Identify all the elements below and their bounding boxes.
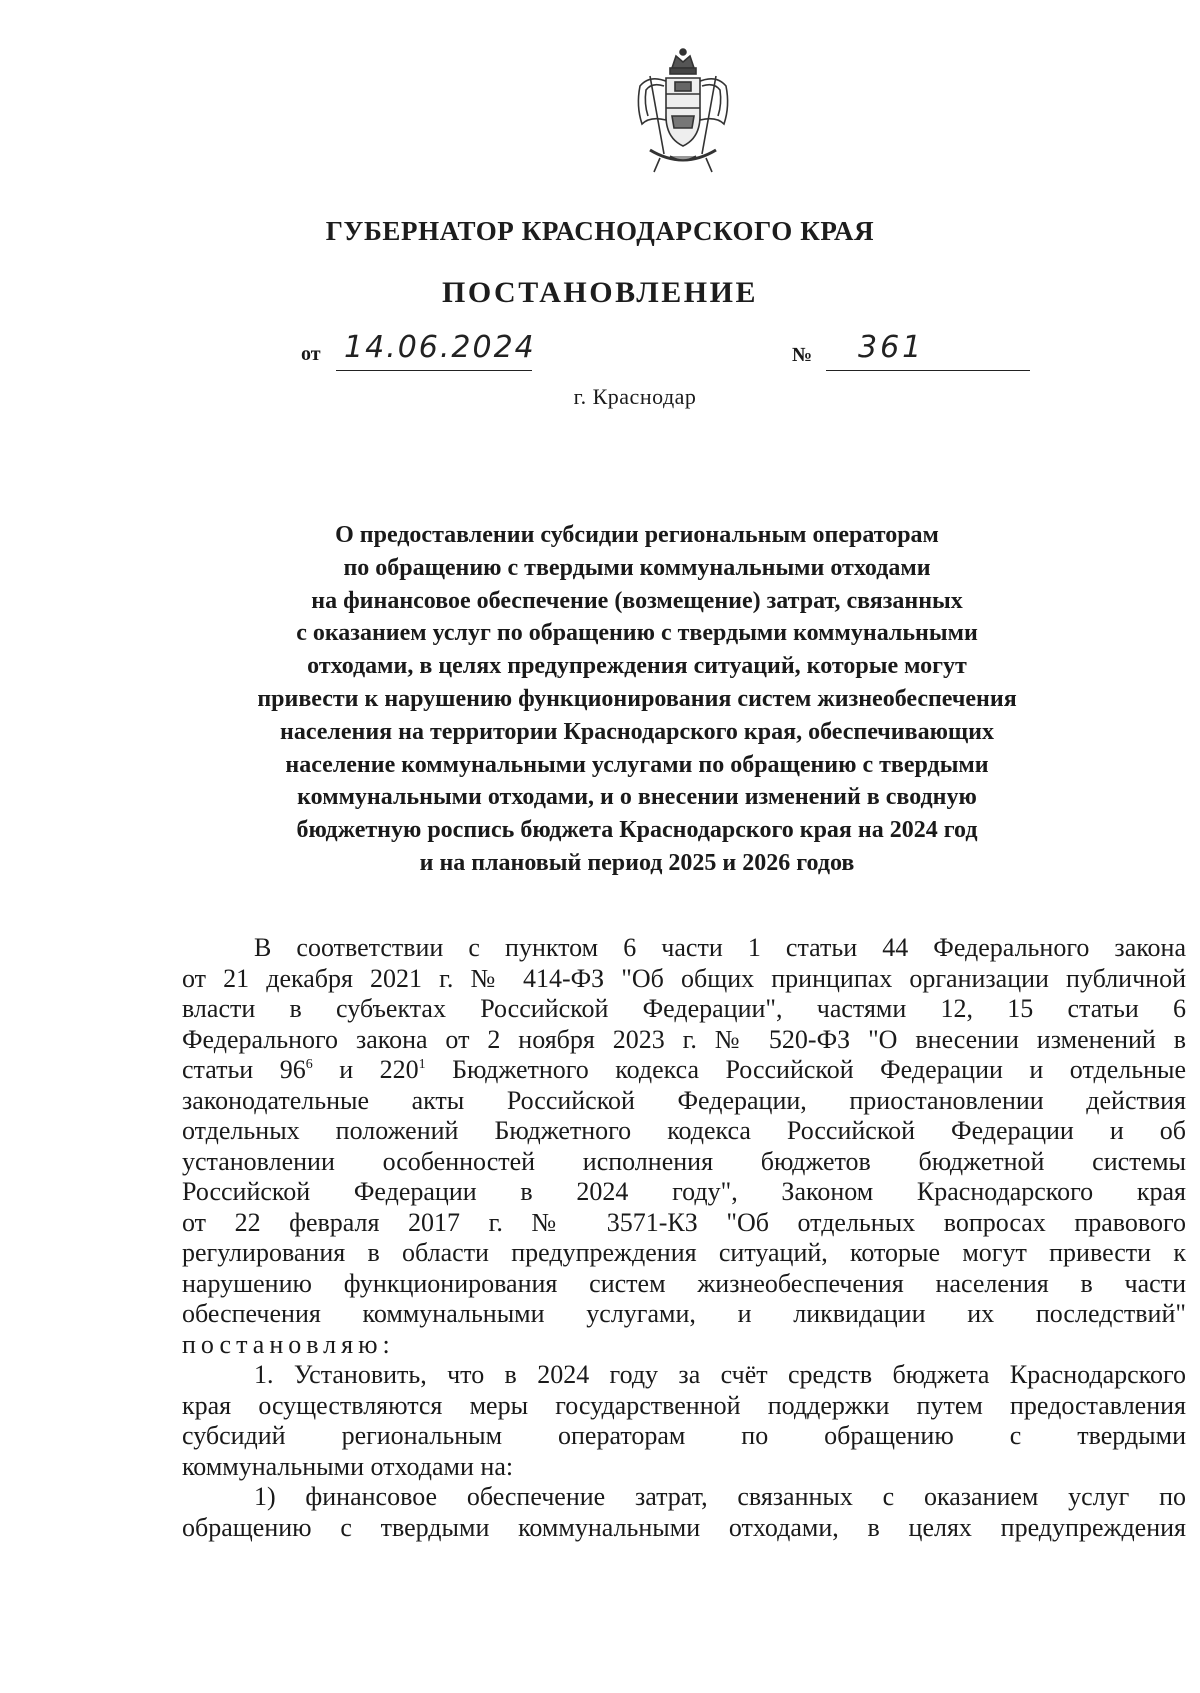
coat-of-arms-emblem [620,46,746,176]
body-line: Федерального закона от 2 ноября 2023 г. № 520-ФЗ "О внесении изменений в [182,1024,1186,1054]
body-line: края осуществляются меры государственной поддержки путем предоставления [182,1390,1186,1420]
title-line: и на плановый период 2025 и 2026 годов [419,849,855,876]
body-text: Бюджетного кодекса Российской Федерации и отдельные [425,1055,1186,1084]
body-line: от 22 февраля 2017 г. № 3571-КЗ "Об отдельных вопросах правового [182,1207,1186,1237]
title-line: на финансовое обеспечение (возмещение) затрат, связанных [311,587,963,614]
superscript: 1 [418,1057,426,1072]
title-line: бюджетную роспись бюджета Краснодарского края на 2024 год [296,817,978,844]
body-line: власти в субъектах Российской Федерации", частями 12, 15 статьи 6 [182,994,1186,1023]
decree-word: постановляю: [182,1329,395,1359]
body-line: 1) финансовое обеспечение затрат, связанных с оказанием услуг по [254,1482,1186,1511]
handwritten-date: 14.06.2024 [344,330,536,365]
document-body [182,933,1186,1543]
date-label: от [301,343,321,365]
document-type: ПОСТАНОВЛЕНИЕ [442,276,758,309]
handwritten-number: 361 [858,330,925,365]
title-line: отходами, в целях предупреждения ситуаций, которые могут [307,653,967,680]
body-line: 1. Установить, что в 2024 году за счёт средств бюджета Краснодарского [254,1360,1186,1389]
body-line: коммунальными отходами на: [182,1451,514,1481]
date-underline [336,370,532,371]
document-title [212,519,1062,880]
body-line: установлении особенностей исполнения бюджетов бюджетной системы [182,1146,1186,1176]
superscript: 6 [305,1057,313,1072]
body-line: нарушению функционирования систем жизнеобеспечения населения в части [182,1268,1186,1298]
body-text: и 220 [312,1055,419,1084]
title-line: О предоставлении субсидии региональным операторам [335,522,939,548]
title-line: с оказанием услуг по обращению с твердыми коммунальными [296,620,978,647]
body-line: регулирования в области предупреждения ситуаций, которые могут привести к [182,1238,1186,1267]
body-line: законодательные акты Российской Федерации, приостановлении действия [182,1085,1186,1115]
title-line: населения на территории Краснодарского края, обеспечивающих [279,718,995,745]
title-line: привести к нарушению функционирования систем жизнеобеспечения [257,685,1017,712]
body-line: обеспечения коммунальными услугами, и ликвидации их последствий" [182,1299,1186,1328]
body-line [182,1055,1186,1086]
title-line: население коммунальными услугами по обращению с твердыми [285,751,989,778]
title-line: по обращению с твердыми коммунальными отходами [343,554,931,581]
body-line: Российской Федерации в 2024 году", Законом Краснодарского края [182,1177,1186,1206]
number-label: № [792,344,813,366]
city: г. Краснодар [573,384,697,409]
body-line: отдельных положений Бюджетного кодекса Российской Федерации и об [182,1116,1186,1145]
title-line: коммунальными отходами, и о внесении изменений в сводную [297,784,977,811]
body-line: обращению с твердыми коммунальными отходами, в целях предупреждения [182,1512,1186,1542]
body-text: статьи 96 [182,1055,306,1084]
issuing-authority: ГУБЕРНАТОР КРАСНОДАРСКОГО КРАЯ [325,216,875,246]
date-number-line [0,330,1200,376]
body-line: от 21 декабря 2021 г. № 414-ФЗ "Об общих принципах организации публичной [182,963,1186,993]
body-line: субсидий региональным операторам по обращению с твердыми [182,1421,1186,1450]
number-underline [826,370,1030,371]
body-line: В соответствии с пунктом 6 части 1 статьи 44 Федерального закона [254,933,1186,962]
